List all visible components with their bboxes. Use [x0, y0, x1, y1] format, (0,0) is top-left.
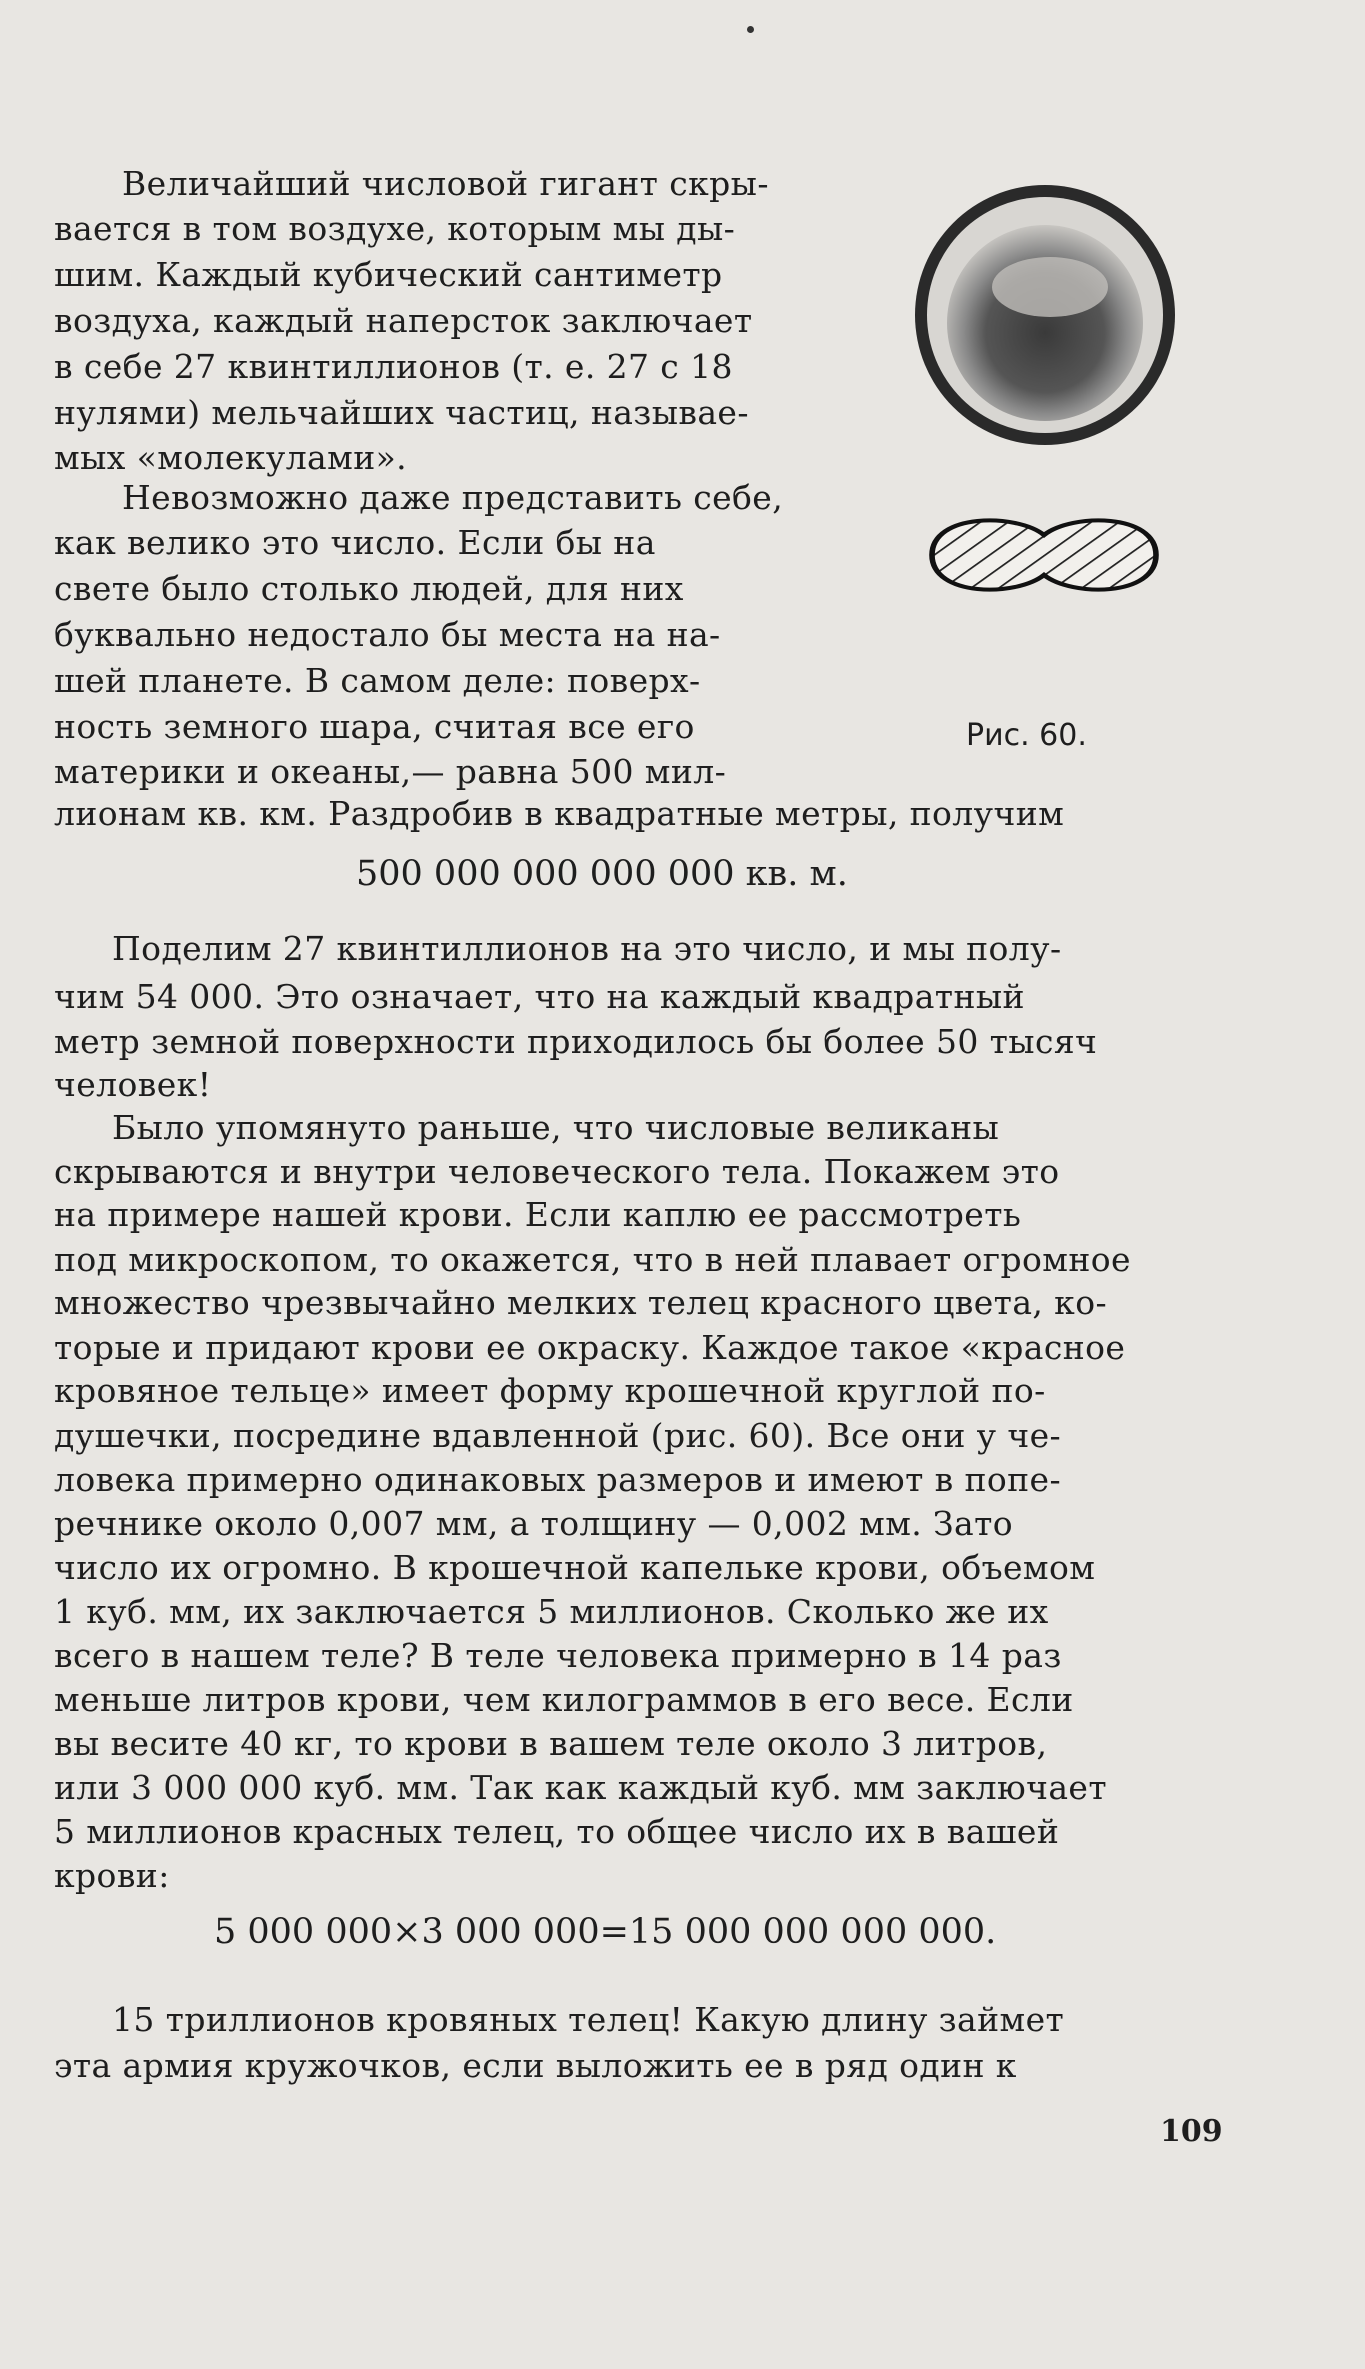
text-line: речнике около 0,007 мм, а толщину — 0,002 мм. Зато — [54, 1504, 1014, 1543]
text-line: лионам кв. км. Раздробив в квадратные метры, получим — [54, 794, 1065, 833]
text-line: 5 миллионов красных телец, то общее число их в вашей — [54, 1812, 1060, 1851]
text-line: как велико это число. Если бы на — [54, 523, 656, 562]
text-line: метр земной поверхности приходилось бы более 50 тысяч — [54, 1022, 1098, 1061]
text-line: торые и придают крови ее окраску. Каждое такое «красное — [54, 1328, 1126, 1367]
text-line: кровяное тельце» имеет форму крошечной круглой по- — [54, 1371, 1046, 1410]
text-line: нулями) мельчайших частиц, называе- — [54, 393, 749, 432]
text-line: ность земного шара, считая все его — [54, 707, 695, 746]
text-line: под микроскопом, то окажется, что в ней плавает огромное — [54, 1240, 1131, 1279]
text-line: эта армия кружочков, если выложить ее в ряд один к — [54, 2046, 1017, 2085]
figure-60 — [910, 175, 1180, 695]
text-line: скрываются и внутри человеческого тела. Покажем это — [54, 1152, 1060, 1191]
text-line: Величайший числовой гигант скры- — [122, 164, 769, 203]
text-line: меньше литров крови, чем килограммов в его весе. Если — [54, 1680, 1074, 1719]
text-line: душечки, посредине вдавленной (рис. 60). Все они у че- — [54, 1416, 1062, 1455]
text-line: материки и океаны,— равна 500 мил- — [54, 752, 727, 791]
text-line: буквально недостало бы места на на- — [54, 615, 721, 654]
text-line: ловека примерно одинаковых размеров и имеют в попе- — [54, 1460, 1062, 1499]
blood-cell-top-view — [915, 185, 1175, 445]
print-speck — [747, 26, 754, 33]
text-line: множество чрезвычайно мелких телец красного цвета, ко- — [54, 1283, 1108, 1322]
text-line: человек! — [54, 1065, 212, 1104]
figure-caption: Рис. 60. — [966, 718, 1087, 753]
text-line: в себе 27 квинтиллионов (т. е. 27 с 18 — [54, 347, 733, 386]
text-line: Было упомянуто раньше, что числовые великаны — [112, 1108, 1000, 1147]
blood-cell-cross-section — [932, 520, 1156, 589]
text-line: или 3 000 000 куб. мм. Так как каждый куб. мм заключает — [54, 1768, 1108, 1807]
text-line: на примере нашей крови. Если каплю ее рассмотреть — [54, 1195, 1022, 1234]
formula-area: 500 000 000 000 000 кв. м. — [356, 854, 848, 894]
text-line: воздуха, каждый наперсток заключает — [54, 301, 753, 340]
text-line: 1 куб. мм, их заключается 5 миллионов. Сколько же их — [54, 1592, 1049, 1631]
formula-area: 5 000 000×3 000 000=15 000 000 000 000. — [214, 1912, 997, 1952]
text-line: крови: — [54, 1856, 170, 1895]
page-number: 109 — [1160, 2114, 1223, 2149]
text-line: Невозможно даже представить себе, — [122, 478, 784, 517]
text-line: Поделим 27 квинтиллионов на это число, и мы полу- — [112, 929, 1062, 968]
text-line: вается в том воздухе, которым мы ды- — [54, 209, 736, 248]
text-line: мых «молекулами». — [54, 438, 408, 477]
text-line: шей планете. В самом деле: поверх- — [54, 661, 701, 700]
text-line: свете было столько людей, для них — [54, 569, 684, 608]
text-line: шим. Каждый кубический сантиметр — [54, 255, 723, 294]
text-line: число их огромно. В крошечной капельке крови, объемом — [54, 1548, 1096, 1587]
text-line: 15 триллионов кровяных телец! Какую длину займет — [112, 2000, 1065, 2039]
text-line: чим 54 000. Это означает, что на каждый квадратный — [54, 977, 1025, 1016]
text-line: вы весите 40 кг, то крови в вашем теле около 3 литров, — [54, 1724, 1048, 1763]
text-line: всего в нашем теле? В теле человека примерно в 14 раз — [54, 1636, 1062, 1675]
